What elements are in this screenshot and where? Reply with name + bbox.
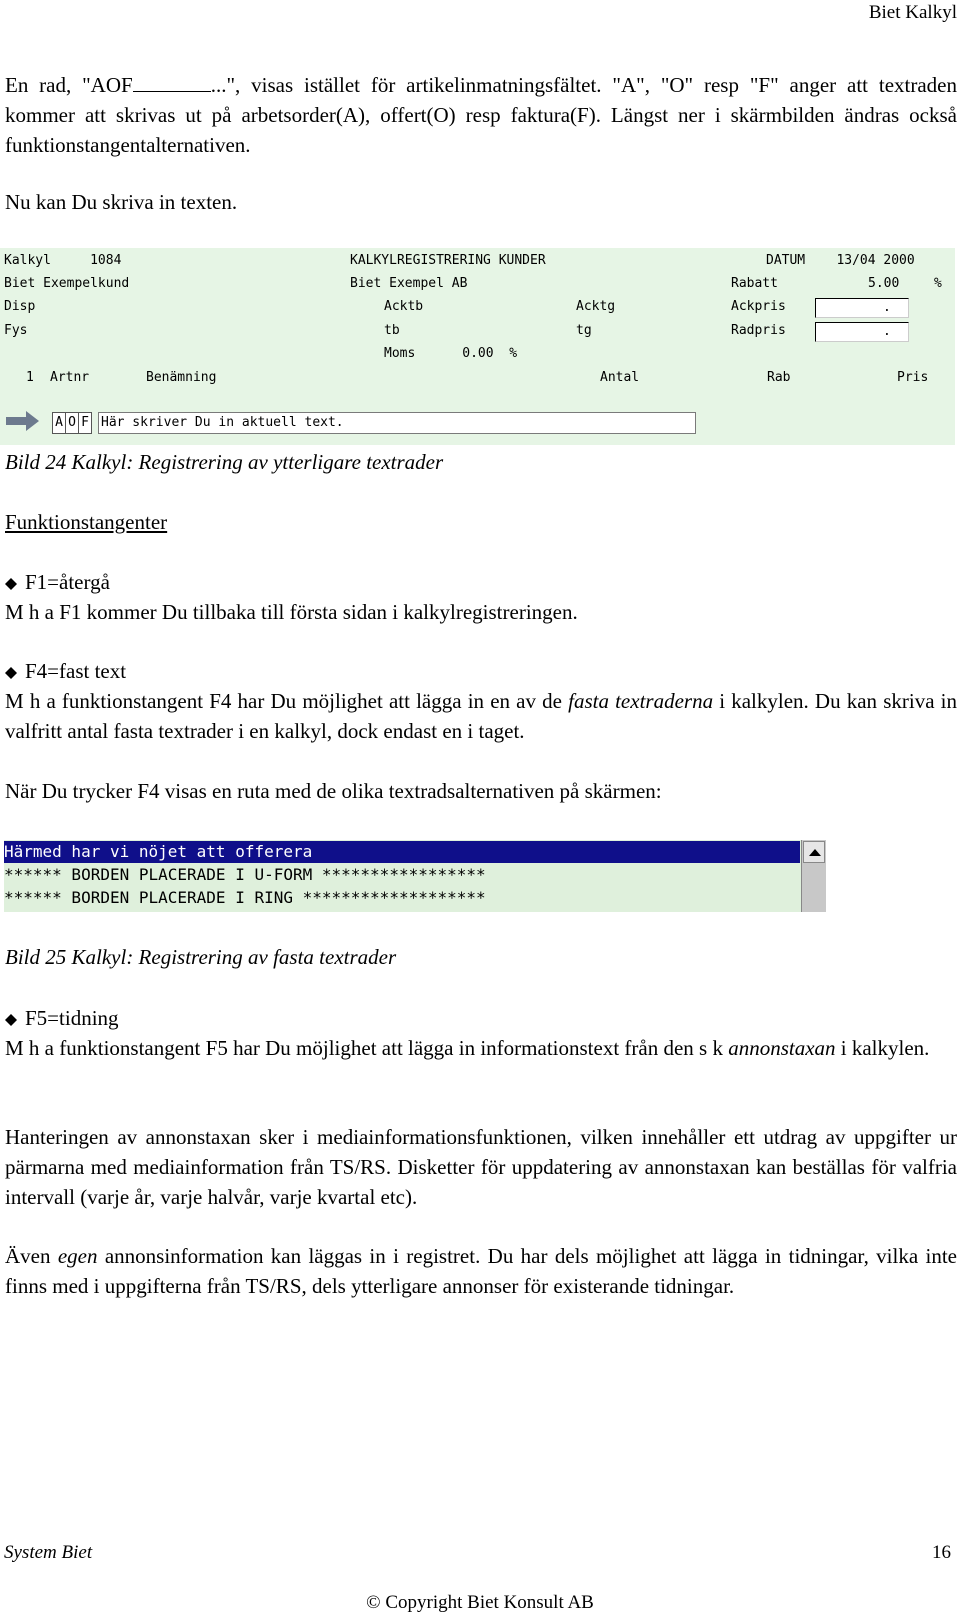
f4-body [5, 686, 957, 746]
footer-system-name: System Biet [4, 1542, 93, 1563]
f5-paragraph-3 [5, 1241, 957, 1301]
scrollbar[interactable] [801, 840, 826, 912]
intro-paragraph [5, 70, 957, 160]
rabatt-label: Rabatt [731, 276, 778, 291]
f5-body-b: i kalkylen. [835, 1036, 930, 1060]
col-rab: Rab [767, 370, 791, 385]
f1-title-text: F1=återgå [25, 570, 110, 594]
scroll-up-icon[interactable] [803, 841, 825, 863]
f5-para3-a: Även [5, 1244, 58, 1268]
f1-body: M h a F1 kommer Du tillbaka till första sidan i kalkylregistreringen. [5, 600, 578, 624]
ackpris-value: . [883, 300, 891, 315]
company-name: Biet Exempel AB [350, 276, 468, 291]
fixed-text-list [4, 840, 826, 912]
f5-paragraph-2: Hanteringen av annonstaxan sker i mediainformationsfunktionen, vilken innehåller ett utdrag av uppgifter ur pärmarna med mediainformation från TS/RS. Disketter för uppdatering av annonstaxan kan beställas för valfria intervall (varje år, varje halvår, varje kvartal etc). [5, 1125, 957, 1209]
f4-body-a: M h a funktionstangent F4 har Du möjlighet att lägga in en av de [5, 689, 569, 713]
rabatt-percent: % [934, 276, 942, 291]
col-antal: Antal [600, 370, 640, 385]
footer-copyright: © Copyright Biet Konsult AB [366, 1592, 594, 1613]
f4-title-text: F4=fast text [25, 659, 127, 683]
figure-caption-24: Bild 24 Kalkyl: Registrering av ytterligare textrader [5, 450, 444, 474]
fys-label: Fys [4, 323, 28, 338]
col-pris: Pris [897, 370, 929, 385]
intro-text-a: En rad, "AOF [5, 73, 133, 97]
list-item[interactable]: ****** BORDEN PLACERADE I RING ******************* [4, 888, 486, 907]
text-row-value: Här skriver Du in aktuell text. [101, 415, 344, 430]
text-row-input[interactable] [98, 412, 696, 434]
disp-label: Disp [4, 299, 36, 314]
acktg-label: Acktg [576, 299, 616, 314]
intro-text-b: ...", visas istället för artikelinmatningsfältet. "A", "O" resp "F" anger att textraden kommer att skrivas ut på arbetsorder(A), offert(O) resp faktura(F). Längst ner i skärmbilden ändras också funktionstangentalternativen. [5, 73, 957, 157]
radpris-field[interactable] [815, 322, 909, 342]
diamond-bullet-icon [5, 1014, 17, 1026]
aof-cell-a[interactable]: A [52, 412, 66, 434]
col-artnr: Artnr [50, 370, 90, 385]
ackpris-label: Ackpris [731, 299, 786, 314]
col-nr: 1 [26, 370, 34, 385]
kalkyl-number: Kalkyl 1084 [4, 253, 122, 268]
f1-title [5, 567, 957, 597]
aof-cell-o[interactable]: O [65, 412, 79, 434]
radpris-label: Radpris [731, 323, 786, 338]
diamond-bullet-icon [5, 667, 17, 679]
radpris-value: . [883, 324, 891, 339]
date-label: DATUM 13/04 2000 [766, 253, 915, 268]
list-item[interactable]: ****** BORDEN PLACERADE I U-FORM ***************** [4, 865, 486, 884]
tb-label: tb [384, 323, 400, 338]
f5-title-text: F5=tidning [25, 1006, 119, 1030]
f4-paragraph-2: När Du trycker F4 visas en ruta med de olika textradsalternativen på skärmen: [5, 779, 662, 803]
figure-caption-25: Bild 25 Kalkyl: Registrering av fasta textrader [5, 945, 397, 969]
f5-title [5, 1003, 957, 1033]
f5-body-emphasis: annonstaxan [728, 1036, 836, 1060]
f5-body-a: M h a funktionstangent F5 har Du möjlighet att lägga in informationstext från den s k [5, 1036, 729, 1060]
ackpris-field[interactable] [815, 298, 909, 318]
acktb-label: Acktb [384, 299, 424, 314]
tg-label: tg [576, 323, 592, 338]
f5-para3-b: annonsinformation kan läggas in i registret. Du har dels möjlighet att lägga in tidningar, vilka inte finns med i uppgifterna från TS/RS, dels ytterligare annonser för existerande tidningar. [5, 1244, 957, 1298]
f4-body-b: i kalkylen. Du kan skriva in valfritt antal fasta textrader i en kalkyl, dock endast en i taget. [5, 689, 957, 743]
moms-row: Moms 0.00 % [384, 346, 518, 361]
diamond-bullet-icon [5, 578, 17, 590]
f4-body-emphasis: fasta textraderna [568, 689, 714, 713]
customer-name: Biet Exempelkund [4, 276, 130, 291]
aof-cell-f[interactable]: F [78, 412, 92, 434]
f4-title [5, 656, 957, 686]
arrow-right-icon [6, 410, 40, 432]
rabatt-value: 5.00 [868, 276, 900, 291]
section-title: Funktionstangenter [5, 510, 168, 534]
f5-body [5, 1033, 957, 1063]
screen-title: KALKYLREGISTRERING KUNDER [350, 253, 546, 268]
list-item[interactable]: Härmed har vi nöjet att offerera [4, 841, 800, 863]
page-number: 16 [932, 1542, 951, 1563]
f5-para3-emphasis: egen [57, 1244, 98, 1268]
aof-underline [133, 73, 211, 92]
col-benamning: Benämning [146, 370, 217, 385]
intro-paragraph-2: Nu kan Du skriva in texten. [5, 190, 238, 214]
kalkyl-registration-screen [0, 248, 955, 445]
page-header-title: Biet Kalkyl [868, 2, 957, 23]
